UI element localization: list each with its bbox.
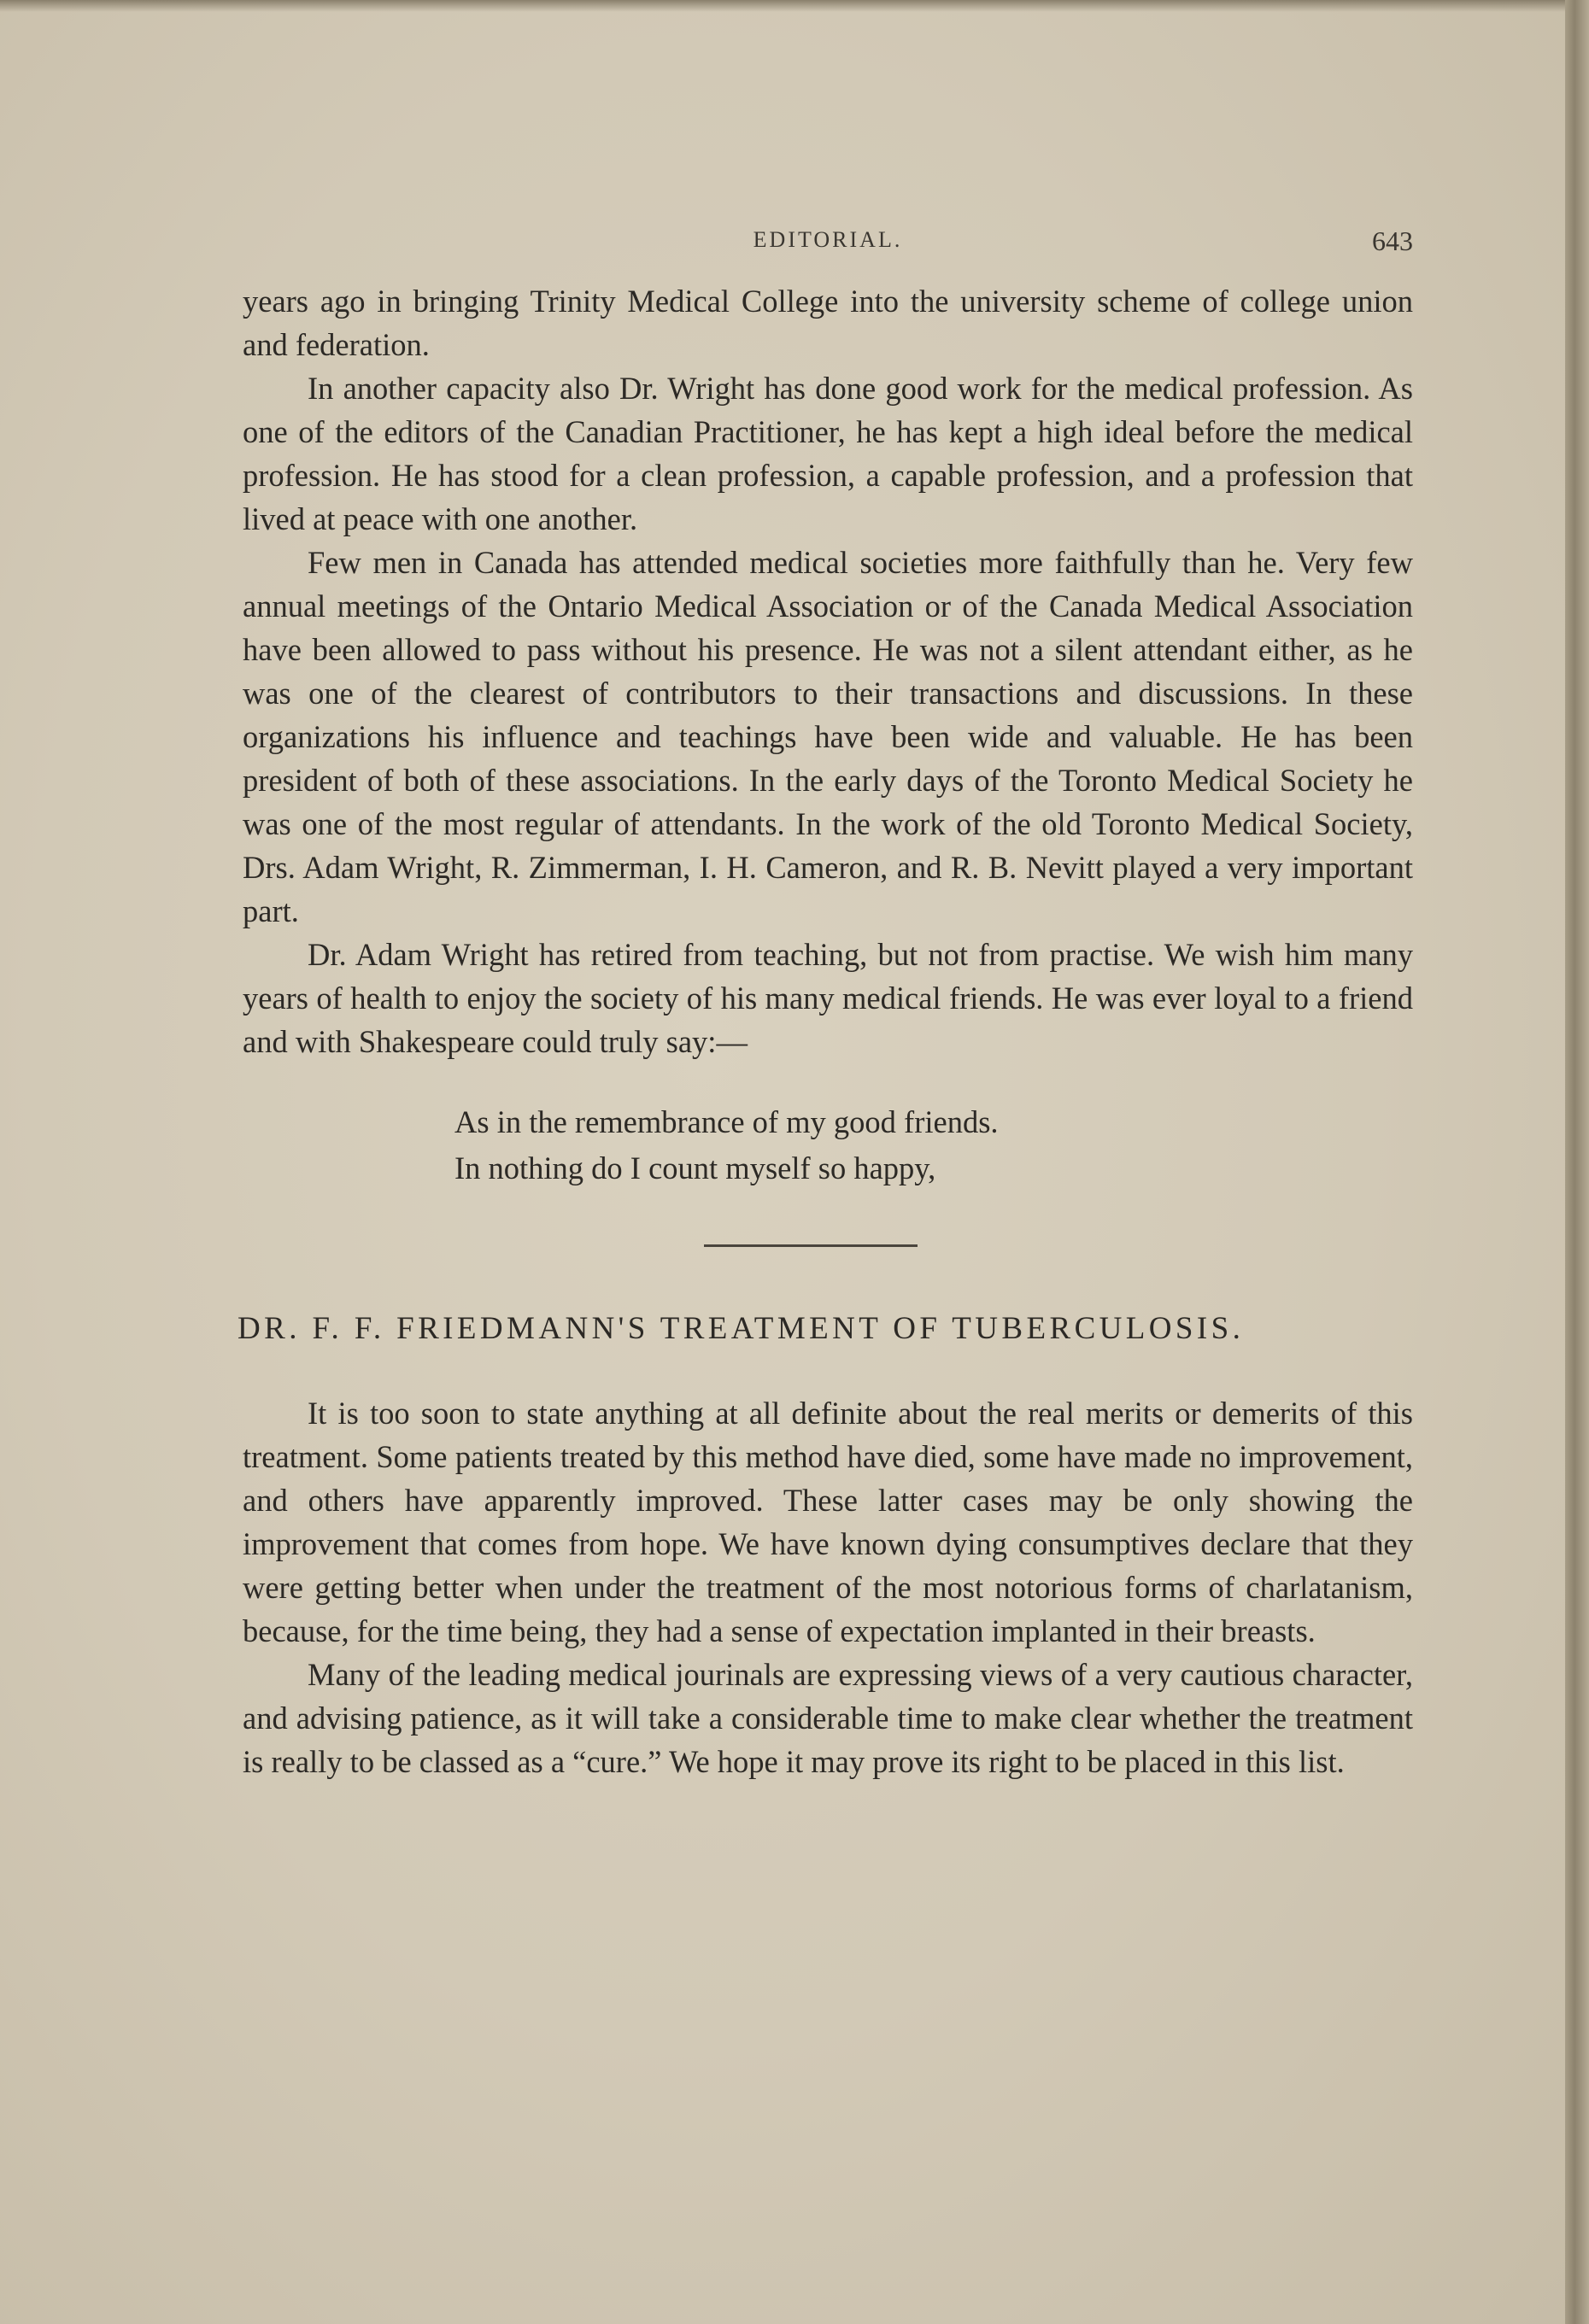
page-top-shadow — [0, 0, 1565, 12]
article-adam-wright — [243, 279, 1413, 1191]
paragraph-continuation: years ago in bringing Trinity Medical College into the university scheme of college union and federation. — [243, 284, 1413, 362]
page-header — [243, 218, 1413, 279]
paragraph: Many of the leading medical jourinals are expressing views of a very cautious character, and advising patience, as it will take a considerable time to make clear whether the treatment is really to be classed as a “cure.” We hope it may prove its right to be placed in this list. — [243, 1657, 1413, 1779]
verse-line: In nothing do I count myself so happy, — [454, 1150, 936, 1185]
running-head: EDITORIAL. — [753, 227, 903, 252]
paragraph: Dr. Adam Wright has retired from teaching, but not from practise. We wish him many years of health to enjoy the society of his many medical friends. He was ever loyal to a friend and with Shakespeare could truly say:— — [243, 937, 1413, 1059]
paragraph: Few men in Canada has attended medical societies more faithfully than he. Very few annual meetings of the Ontario Medical Association or of the Canada Medical Association have been allowed to pass without his presence. He was not a silent attendant either, as he was one of the clearest of contributors to their transactions and discussions. In these organizations his influence and teachings have been wide and valuable. He has been president of both of these associations. In the early days of the Toronto Medical Society he was one of the most regular of attendants. In the work of the old Toronto Medical Society, Drs. Adam Wright, R. Zimmerman, I. H. Cameron, and R. B. Nevitt played a very important part. — [243, 545, 1413, 928]
page-edge — [1565, 0, 1589, 2324]
verse-line: As in the remembrance of my good friends. — [454, 1104, 999, 1139]
section-divider — [704, 1244, 918, 1247]
verse-quotation — [454, 1099, 1413, 1191]
article-friedmann — [243, 1391, 1413, 1783]
paragraph: It is too soon to state anything at all definite about the real merits or demerits of this treatment. Some patients treated by this method have died, some have made no improvement, and others have apparently improved. These latter cases may be only showing the improvement that comes from hope. We have known dying consumptives declare that they were getting better when under the treatment of the most notorious forms of charlatanism, because, for the time being, they had a sense of expectation implanted in their breasts. — [243, 1396, 1413, 1648]
page-content — [237, 218, 1413, 1783]
paragraph: In another capacity also Dr. Wright has done good work for the medical profession. As one of the editors of the Canadian Practitioner, he has kept a high ideal before the medical profession. He has stood for a clean profession, a capable profession, and a profession that lived at peace with one another. — [243, 371, 1413, 536]
section-heading: DR. F. F. FRIEDMANN'S TREATMENT OF TUBERCULOSIS. — [237, 1311, 1245, 1346]
page-number: 643 — [1372, 225, 1413, 256]
